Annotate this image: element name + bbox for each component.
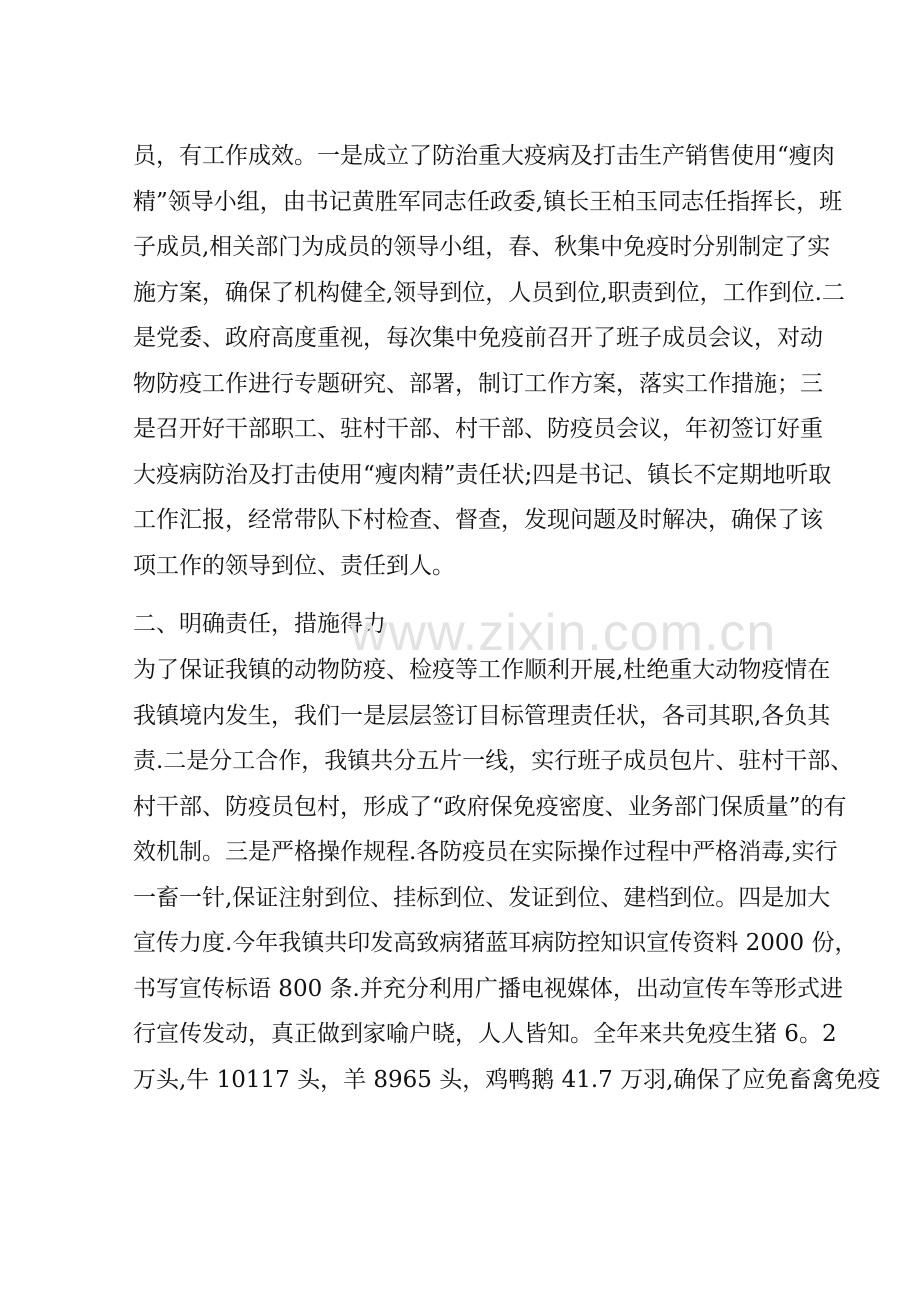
paragraph-line: 工作汇报，经常带队下村检查、督查，发现问题及时解决，确保了该 — [133, 507, 823, 533]
paragraph-line: 员，有工作成效。一是成立了防治重大疫病及打击生产销售使用“瘦肉 — [133, 143, 835, 169]
paragraph-1 — [133, 134, 845, 589]
paragraph-line: 是召开好干部职工、驻村干部、村干部、防疫员会议，年初签订好重 — [133, 416, 823, 442]
paragraph-line: 我镇境内发生，我们一是层层签订目标管理责任状，各司其职,各负其 — [133, 702, 831, 729]
watermark: www.zixin.com.cn — [350, 604, 777, 662]
paragraph-2 — [133, 648, 881, 1103]
paragraph-line: 大疫病防治及打击使用“瘦肉精”责任状;四是书记、镇长不定期地听取 — [133, 461, 832, 488]
section-heading — [133, 602, 798, 648]
paragraph-line: 责.二是分工合作，我镇共分五片一线，实行班子成员包片、驻村干部、 — [133, 748, 854, 774]
paragraph-line: 万头,牛 10117 头，羊 8965 头，鸡鸭鹅 41.7 万羽,确保了应免畜禽免疫 — [133, 1066, 881, 1093]
paragraph-line: 项工作的领导到位、责任到人。 — [133, 552, 455, 579]
paragraph-line: 是党委、政府高度重视，每次集中免疫前召开了班子成员会议，对动 — [133, 325, 823, 351]
paragraph-line: 宣传力度.今年我镇共印发高致病猪蓝耳病防控知识宣传资料 2000 份， — [133, 930, 858, 956]
section-heading-text: 二、明确责任，措施得力 — [133, 611, 386, 637]
paragraph-line: 行宣传发动，真正做到家喻户晓，人人皆知。全年来共免疫生猪 6。2 — [133, 1021, 837, 1047]
paragraph-line: 精”领导小组，由书记黄胜军同志任政委,镇长王柏玉同志任指挥长，班 — [133, 188, 843, 215]
paragraph-line: 子成员,相关部门为成员的领导小组，春、秋集中免疫时分别制定了实 — [133, 234, 831, 260]
paragraph-line: 物防疫工作进行专题研究、部署，制订工作方案，落实工作措施；三 — [133, 370, 823, 397]
paragraph-line: 书写宣传标语 800 条.并充分利用广播电视媒体，出动宣传车等形式进 — [133, 975, 843, 1002]
paragraph-line: 施方案，确保了机构健全,领导到位，人员到位,职责到位，工作到位.二 — [133, 279, 845, 306]
paragraph-line: 一畜一针,保证注射到位、挂标到位、发证到位、建档到位。四是加大 — [133, 884, 831, 911]
paragraph-line: 村干部、防疫员包村，形成了“政府保免疫密度、业务部门保质量”的有 — [133, 793, 847, 820]
paragraph-line: 效机制。三是严格操作规程.各防疫员在实际操作过程中严格消毒,实行 — [133, 839, 838, 865]
paragraph-line: 为了保证我镇的动物防疫、检疫等工作顺利开展,杜绝重大动物疫情在 — [133, 657, 831, 683]
